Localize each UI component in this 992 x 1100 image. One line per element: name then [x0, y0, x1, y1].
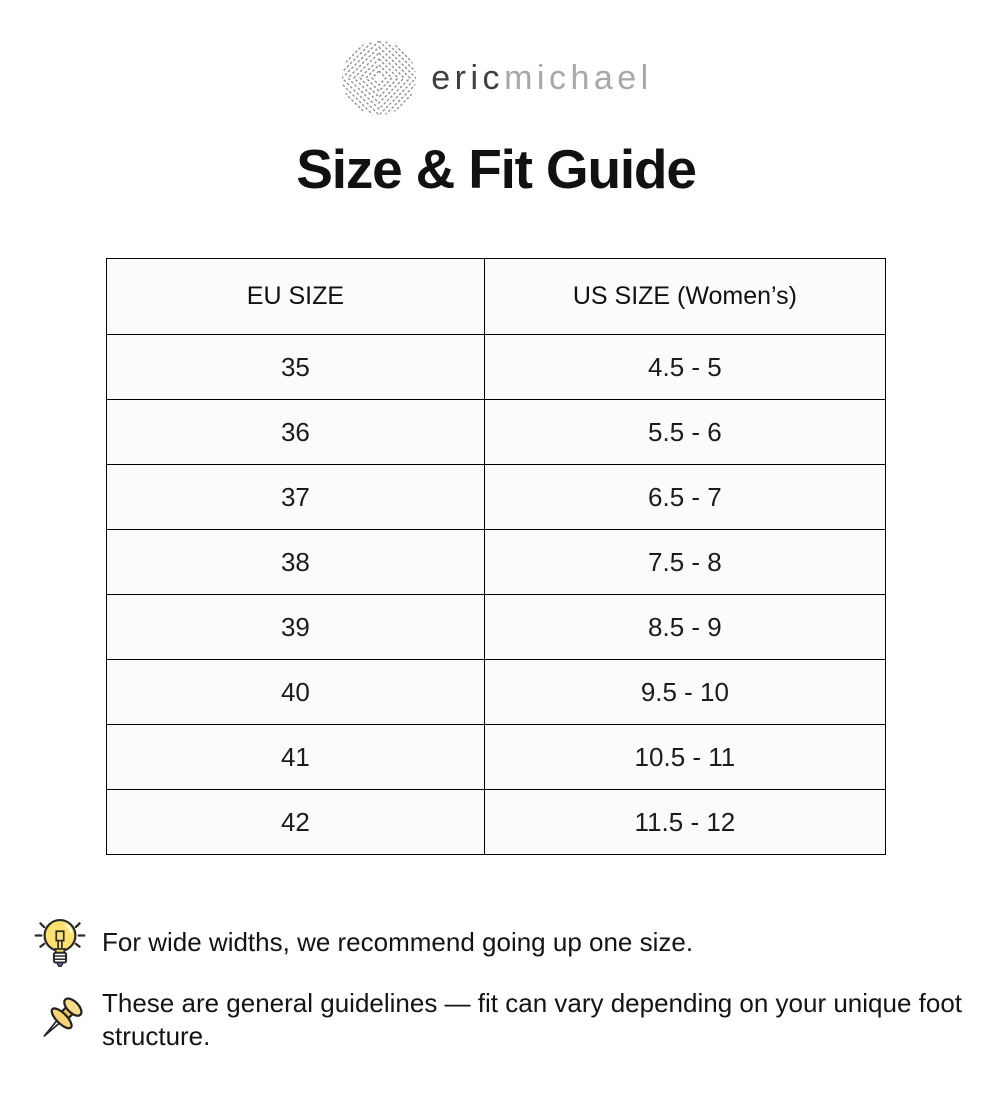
eu-size-value: 37	[107, 465, 485, 530]
us-size-value: 11.5 - 12	[484, 790, 885, 855]
us-size-value: 9.5 - 10	[484, 660, 885, 725]
table-row	[107, 790, 886, 855]
us-size-column-header: US SIZE (Women’s)	[484, 259, 885, 335]
table-row	[107, 595, 886, 660]
table-row	[107, 660, 886, 725]
fit-notes	[32, 911, 962, 1053]
table-row	[107, 465, 886, 530]
eu-size-value: 36	[107, 400, 485, 465]
size-table-header-row	[107, 259, 886, 335]
general-guidelines-note	[32, 987, 962, 1053]
lightbulb-icon	[32, 911, 88, 973]
size-table	[106, 258, 886, 855]
brand-name-second: michael	[504, 58, 653, 97]
pushpin-icon	[32, 989, 88, 1051]
table-row	[107, 335, 886, 400]
eu-size-value: 38	[107, 530, 485, 595]
us-size-value: 4.5 - 5	[484, 335, 885, 400]
table-row	[107, 530, 886, 595]
wide-width-note-text: For wide widths, we recommend going up one size.	[102, 926, 694, 957]
us-size-value: 6.5 - 7	[484, 465, 885, 530]
us-size-value: 10.5 - 11	[484, 725, 885, 790]
table-row	[107, 725, 886, 790]
table-row	[107, 400, 886, 465]
brand-wordmark	[431, 59, 652, 98]
us-size-value: 5.5 - 6	[484, 400, 885, 465]
eu-size-column-header: EU SIZE	[107, 259, 485, 335]
eu-size-value: 42	[107, 790, 485, 855]
wide-width-note	[32, 911, 962, 973]
eu-size-value: 41	[107, 725, 485, 790]
diamond-pattern-logo-icon	[339, 38, 419, 118]
eu-size-value: 40	[107, 660, 485, 725]
brand-logo	[0, 0, 992, 118]
brand-name-first: eric	[431, 58, 505, 97]
eu-size-value: 35	[107, 335, 485, 400]
us-size-value: 7.5 - 8	[484, 530, 885, 595]
eu-size-value: 39	[107, 595, 485, 660]
us-size-value: 8.5 - 9	[484, 595, 885, 660]
general-guidelines-note-text: These are general guidelines — fit can vary depending on your unique foot structure.	[102, 988, 963, 1051]
page-title: Size & Fit Guide	[296, 138, 696, 200]
